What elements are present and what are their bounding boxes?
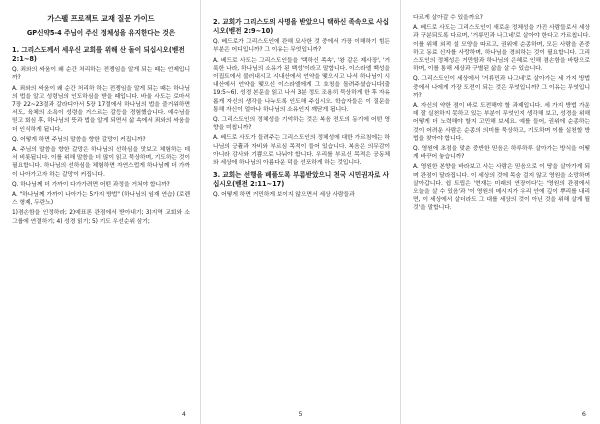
paragraph: A. 베드로 사도는 그리스도인이 새로운 정체성을 가진 사람들로서 세상과 구분되도록 다르며, '거류민과 나그네'로 살아야 한다고 가르칩니다. 이를 위해 외적 설 모양을 따르고, 권위에 순종하며, 모든 사람을 존중하고 동료 신자를 사랑하며, 하나님을 경외하는 것이 필요합니다. 그리스도인의 정체성은 거만함과 하나님의 은혜로 인해 겸손함을 바탕으로 하며, 이를 통해 세상과 구별된 삶을 살 수 있습니다. <box>413 25 590 73</box>
paragraph: Q. 어떻게 하면 주님의 말씀을 향한 갈망이 커집니까? <box>12 136 146 143</box>
paragraph: Q. 그리스도인이 세상에서 '거류민과 나그네'로 살아가는 세 가지 방법 중에서 나에게 가장 도전이 되는 것은 무엇입니까? 그 이유는 무엇입니까? <box>413 76 590 99</box>
paragraph: A. 베드로 사도는 그리스도인들을 '택하신 족속', '왕 같은 제사장', '거룩한 나라, 하나님의 소유가 된 백성'이라고 말합니다. 이스라엘 백성을 이집트에서 불러내시고 시내산에서 언약을 맺으시고 나서 하나님이 시내산에서 언약을 맺으신 이스라엘에게 그 호칭을 돌려주셨습니다(출 19:5~6). 성경 본문을 읽고 나서 3분 정도 조용히 묵상하게 한 후 자유롭게 자신의 생각을 나누도록 인도해 주십시오. 학습자들은 이 질문을 통해 자신이 얼마나 하나님의 소유인지 깨닫게 됩니다. <box>213 57 391 113</box>
paragraph: Q. 어떻게 하면 거민하게 보이지 않으면서 세상 사람들과 <box>213 192 355 199</box>
section-3-title: 3. 교회는 선행을 베풀도록 부름받았으니 천국 시민권자로 사십시오(벧전 2:11~17) <box>213 171 390 188</box>
page-number: 4 <box>181 410 186 418</box>
page-number: 5 <box>298 410 303 418</box>
paragraph: A. 자신의 약한 점이 바로 도전해야 할 과제입니다. 세 가지 방법 가운데 잘 실천하지 못하고 있는 부분이 무엇인지 생각해 보고, 성경을 위해 어떻게 더 노력해야 할지 고민해 보세요. 예를 들어, 권위에 순종하는 것이 어려운 사람은 순종의 의미를 묵상하고, 기도하며 이를 실천할 방법을 찾아야 합니다. <box>413 103 590 142</box>
section-1-title: 1. 그리스도께서 세우신 교회를 위해 산 돌이 되십시오(벧전 2:1~8) <box>12 46 185 63</box>
paragraph: A. 죄와의 싸움이 왜 순간 처리하 하는 전쟁임을 알게 되는 때는 하나님의 법을 알고 성령님의 인도하심을 받을 때입니다. 바울 사도는 로마서 7장 22~23절과 갈라디아서 5장 17절에서 하나님의 법을 즐거워하면서도, 육체의 소욕이 성령을 거스르는 갈등을 경험했습니다. 예수님을 믿고 회심 후, 하나님의 뜻과 법을 알게 되면서 삶 속에서 죄와의 싸움을 더 인식하게 됩니다. <box>12 85 190 133</box>
paragraph: A. 베드로 사도가 들려주는 그리스도인의 정체성에 대한 가르침에는 하나님의 긍휼과 자비와 부르심 목적이 들어 있습니다. 복음은 의무감이 아니라 감사와 기쁨으로 나눠야 합니다. 우리를 부르신 목적은 공동체와 세상에 하나님의 아름다운 덕을 선포하게 하는 것입니다. <box>213 135 390 167</box>
paragraph: A. 주님의 말씀을 향한 갈망은 하나님의 선하심을 맛보고 체험하는 데서 비롯됩니다. 이를 위해 말씀을 더 많이 읽고 묵상하며, 기도하는 것이 필요합니다. 하나님의 선하심을 체험하면 자연스럽게 하나님께 더 가까이 나아가고자 하는 갈망이 커집니다. <box>12 147 190 178</box>
paragraph: A. 영원한 본향을 바라보고 사는 사람은 믿음으로 이 땅을 살아가게 되며 관점이 달라집니다. 이 세상의 것에 목숨 걸지 않고 영원을 소망하며 살아갑니다. 쉽 트립은 '현재는 미래의 연장이다'는 '영원의 관점에서 오늘을 살 수 있음'과 '이 영원의 메시지가 우리 안에 깊이 뿌리를 내리면, 이 세상에서 살더라도 그 대를 세상의 것이 아닌 것을 위해 살게 될 것'을 말합니다. <box>413 164 590 212</box>
paragraph: Q. 하나님께 더 가까이 다가가려면 어떤 과정을 거쳐야 합니까? <box>12 181 170 188</box>
lesson-title: GP신약5-4 주님이 주신 정체성을 유지한다는 것은 <box>26 29 176 37</box>
paragraph: Q. 베드로가 그리스도인에 관해 묘사한 것 중에서 가장 이해하기 힘든 부분은 어디입니까? 그 이유는 무엇입니까? <box>213 39 390 54</box>
page-4 <box>0 0 200 424</box>
paragraph: 1)겸손함을 인정하라; 2)예표론 관점에서 받아내기; 3)지역 교회와 소그룹에 연결하기; 4) 성경 읽기; 5) 기도 우선순위 삼기; <box>12 210 190 225</box>
paragraph: A. "하나님께 가까이 나아가는 5가지 방법" (하나님의 임재 연습) (로렌스 형제, 두란노) <box>12 192 190 207</box>
paragraph: Q. 그리스도인의 정체성을 기억하는 것은 복음 전도의 동기에 어떤 영향을 미칩니까? <box>213 117 390 132</box>
page-6 <box>400 0 600 424</box>
paragraph: Q. 영원에 초점을 맞춘 중반한 믿음은 하루하루 살아가는 방식을 어떻게 바꾸어 놓습니까? <box>413 146 590 161</box>
page-number: 6 <box>581 410 586 418</box>
paragraph: 다르게 살아갈 수 있을까요? <box>413 15 483 21</box>
document-header: 가스펠 프로젝트 교재 질문 가이드 <box>47 14 155 23</box>
page-5 <box>200 0 400 424</box>
paragraph: Q. 죄와의 싸움이 왜 순간 처리하는 전쟁임을 알게 되는 때는 언제입니까? <box>12 67 190 82</box>
section-2-title: 2. 교회가 그리스도의 사명을 받았으니 택하신 족속으로 사십시오(벧전 2:9~10) <box>213 18 390 35</box>
